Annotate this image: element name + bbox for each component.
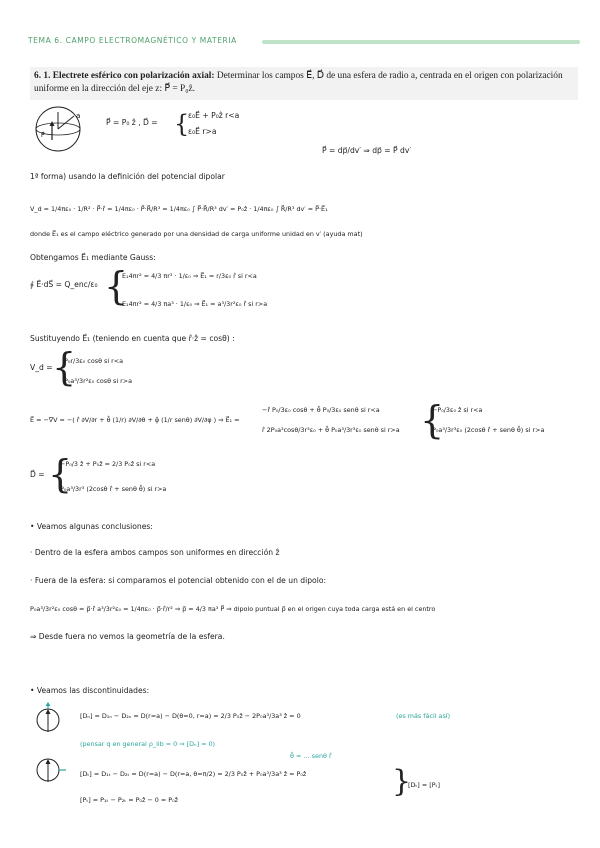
note-theta-hat: θ̂ = … senθ r̂ [290, 752, 332, 760]
eq-e-outside: r̂ 2P₀a³cosθ/3r³ε₀ + θ̂ P₀a³/3r³ε₀ senθ si r>a [262, 426, 400, 434]
eq-dfield-outside: P₀a³/3r³ (2cosθ r̂ + senθ θ̂) si r>a [60, 485, 167, 493]
eq-gauss-law: ∮ E⃗·dS⃗ = Q_enc/ε₀ [30, 280, 98, 289]
eq-d-lhs: D⃗ = [30, 470, 45, 479]
problem-text: Determinar los campos E⃗, D⃗ de una esfera de radio a, centrada en el origen con polarización uniforme en la dirección del eje z: P⃗ = P₀ẑ. [34, 71, 563, 94]
text-donde: donde E⃗₁ es el campo eléctrico generado por una densidad de carga uniforme unidad en v′ (ayuda mat) [30, 230, 363, 238]
eq-electric-field: E⃗ = −∇V = −( r̂ ∂V/∂r + θ̂ (1/r) ∂V/∂θ + φ̂ (1/r senθ) ∂V/∂φ ) ⇒ E⃗₁ = [30, 416, 240, 424]
eq-d-outside: ε₀E⃗ r>a [188, 127, 217, 136]
header-title: TEMA 6. CAMPO ELECTROMAGNÉTICO Y MATERIA [28, 36, 237, 45]
substitution-title: Sustituyendo E⃗₁ (teniendo en cuenta que r̂·ẑ = cosθ) : [30, 334, 235, 343]
figure-label-p: P⃗ [41, 132, 45, 139]
brace-vd: { [52, 345, 77, 389]
eq-e-result-outside: P₀a³/3r³ε₀ (2cosθ r̂ + senθ θ̂) si r>a [432, 426, 545, 434]
problem-title: Electrete esférico con polarización axial: [52, 71, 215, 81]
eq-dipole-moment: P⃗ = dp⃗/dv′ ⇒ dp⃗ = P⃗ dv′ [322, 146, 412, 155]
note-rho-free: (pensar q en general ρ_lib = 0 ⇒ [Dₙ] = 0) [80, 740, 216, 748]
eq-dt-jump: [Dₜ] = D₁ₜ − D₂ₜ = D(r=a) − D(r=a, θ=π/2) = 2/3 P₀ẑ + P₀a³/3a³ ẑ = P₀ẑ [80, 770, 307, 778]
conclusion-2: · Fuera de la esfera: si comparamos el potencial obtenido con el de un dipolo: [30, 576, 327, 585]
eq-vd-outside: P₀a³/3r²ε₀ cosθ si r>a [64, 377, 133, 385]
eq-d-inside: ε₀E⃗ + P₀ẑ r<a [188, 111, 240, 120]
header-rule [262, 40, 580, 44]
eq-vd-inside: P₀r/3ε₀ cosθ si r<a [64, 357, 124, 365]
eq-vd-lhs: V_d = [30, 363, 53, 372]
eq-e-inside: −r̂ P₀/3ε₀ cosθ + θ̂ P₀/3ε₀ senθ si r<a [262, 406, 380, 414]
brace-gauss: { [104, 264, 129, 308]
eq-dt-equals-pt: [Dₜ] = [Pₜ] [408, 781, 440, 789]
eq-dfield-inside: −P₀/3 ẑ + P₀ẑ = 2/3 P₀ẑ si r<a [60, 460, 156, 468]
brace-right: } [392, 764, 412, 799]
brace-e: { [420, 398, 445, 442]
conclusion-3: ⇒ Desde fuera no vemos la geometría de la esfera. [30, 632, 225, 641]
eq-dipole-comparison: P₀a³/3r²ε₀ cosθ = p⃗·r̂ a³/3r²ε₀ = 1/4πε₀ · p⃗·r̂/r² ⇒ p⃗ = 4/3 πa³ P⃗ ⇒ dipolo puntual p⃗ en el origen cuya toda carga está en el centro [30, 605, 436, 613]
figure-label-a: a [76, 112, 81, 120]
sphere-figure [24, 104, 94, 154]
eq-dipole-potential: V_d = 1/4πε₀ · 1/R² · P⃗·r̂ = 1/4πε₀ · P⃗·R⃗/R³ = 1/4πε₀ ∫ P⃗·R⃗/R³ dv′ = P₀ẑ · 1/4πε₀ ∫ R⃗/R³ dv′ = P⃗·E⃗₁ [30, 205, 328, 213]
brace-d: { [174, 110, 190, 138]
eq-gauss-inside: E₁4πr² = 4/3 πr³ · 1/ε₀ ⇒ E⃗₁ = r/3ε₀ r̂ si r<a [122, 272, 257, 280]
eq-polarization: P⃗ = P₀ ẑ , D⃗ = [106, 118, 158, 127]
problem-number: 6. 1. [34, 71, 51, 81]
eq-gauss-outside: E₁4πr² = 4/3 πa³ · 1/ε₀ ⇒ E⃗₁ = a³/3r²ε₀ r̂ si r>a [122, 300, 268, 308]
note-easier: (es más fácil así) [396, 712, 451, 720]
conclusion-1: · Dentro de la esfera ambos campos son uniformes en dirección ẑ [30, 548, 280, 557]
eq-pt-jump: [Pₜ] = P₁ₜ − P₂ₜ = P₀ẑ − 0 = P₀ẑ [80, 796, 179, 804]
method-1-title: 1ª forma) usando la definición del potencial dipolar [30, 172, 225, 181]
eq-e-result-inside: −P₀/3ε₀ ẑ si r<a [432, 406, 483, 414]
gauss-title: Obtengamos E⃗₁ mediante Gauss: [30, 253, 156, 262]
eq-dn-jump: [Dₙ] = D₁ₙ − D₂ₙ = D(r=a) − D(θ=0, r=a) = 2/3 P₀ẑ − 2P₀a³/3a³ ẑ = 0 [80, 712, 301, 720]
conclusions-title: • Veamos algunas conclusiones: [30, 522, 153, 531]
brace-dfield: { [48, 452, 73, 496]
sphere-normal-icon [32, 702, 68, 738]
problem-statement [34, 70, 574, 96]
sphere-tangent-icon [32, 752, 68, 788]
discontinuities-title: • Veamos las discontinuidades: [30, 686, 150, 695]
